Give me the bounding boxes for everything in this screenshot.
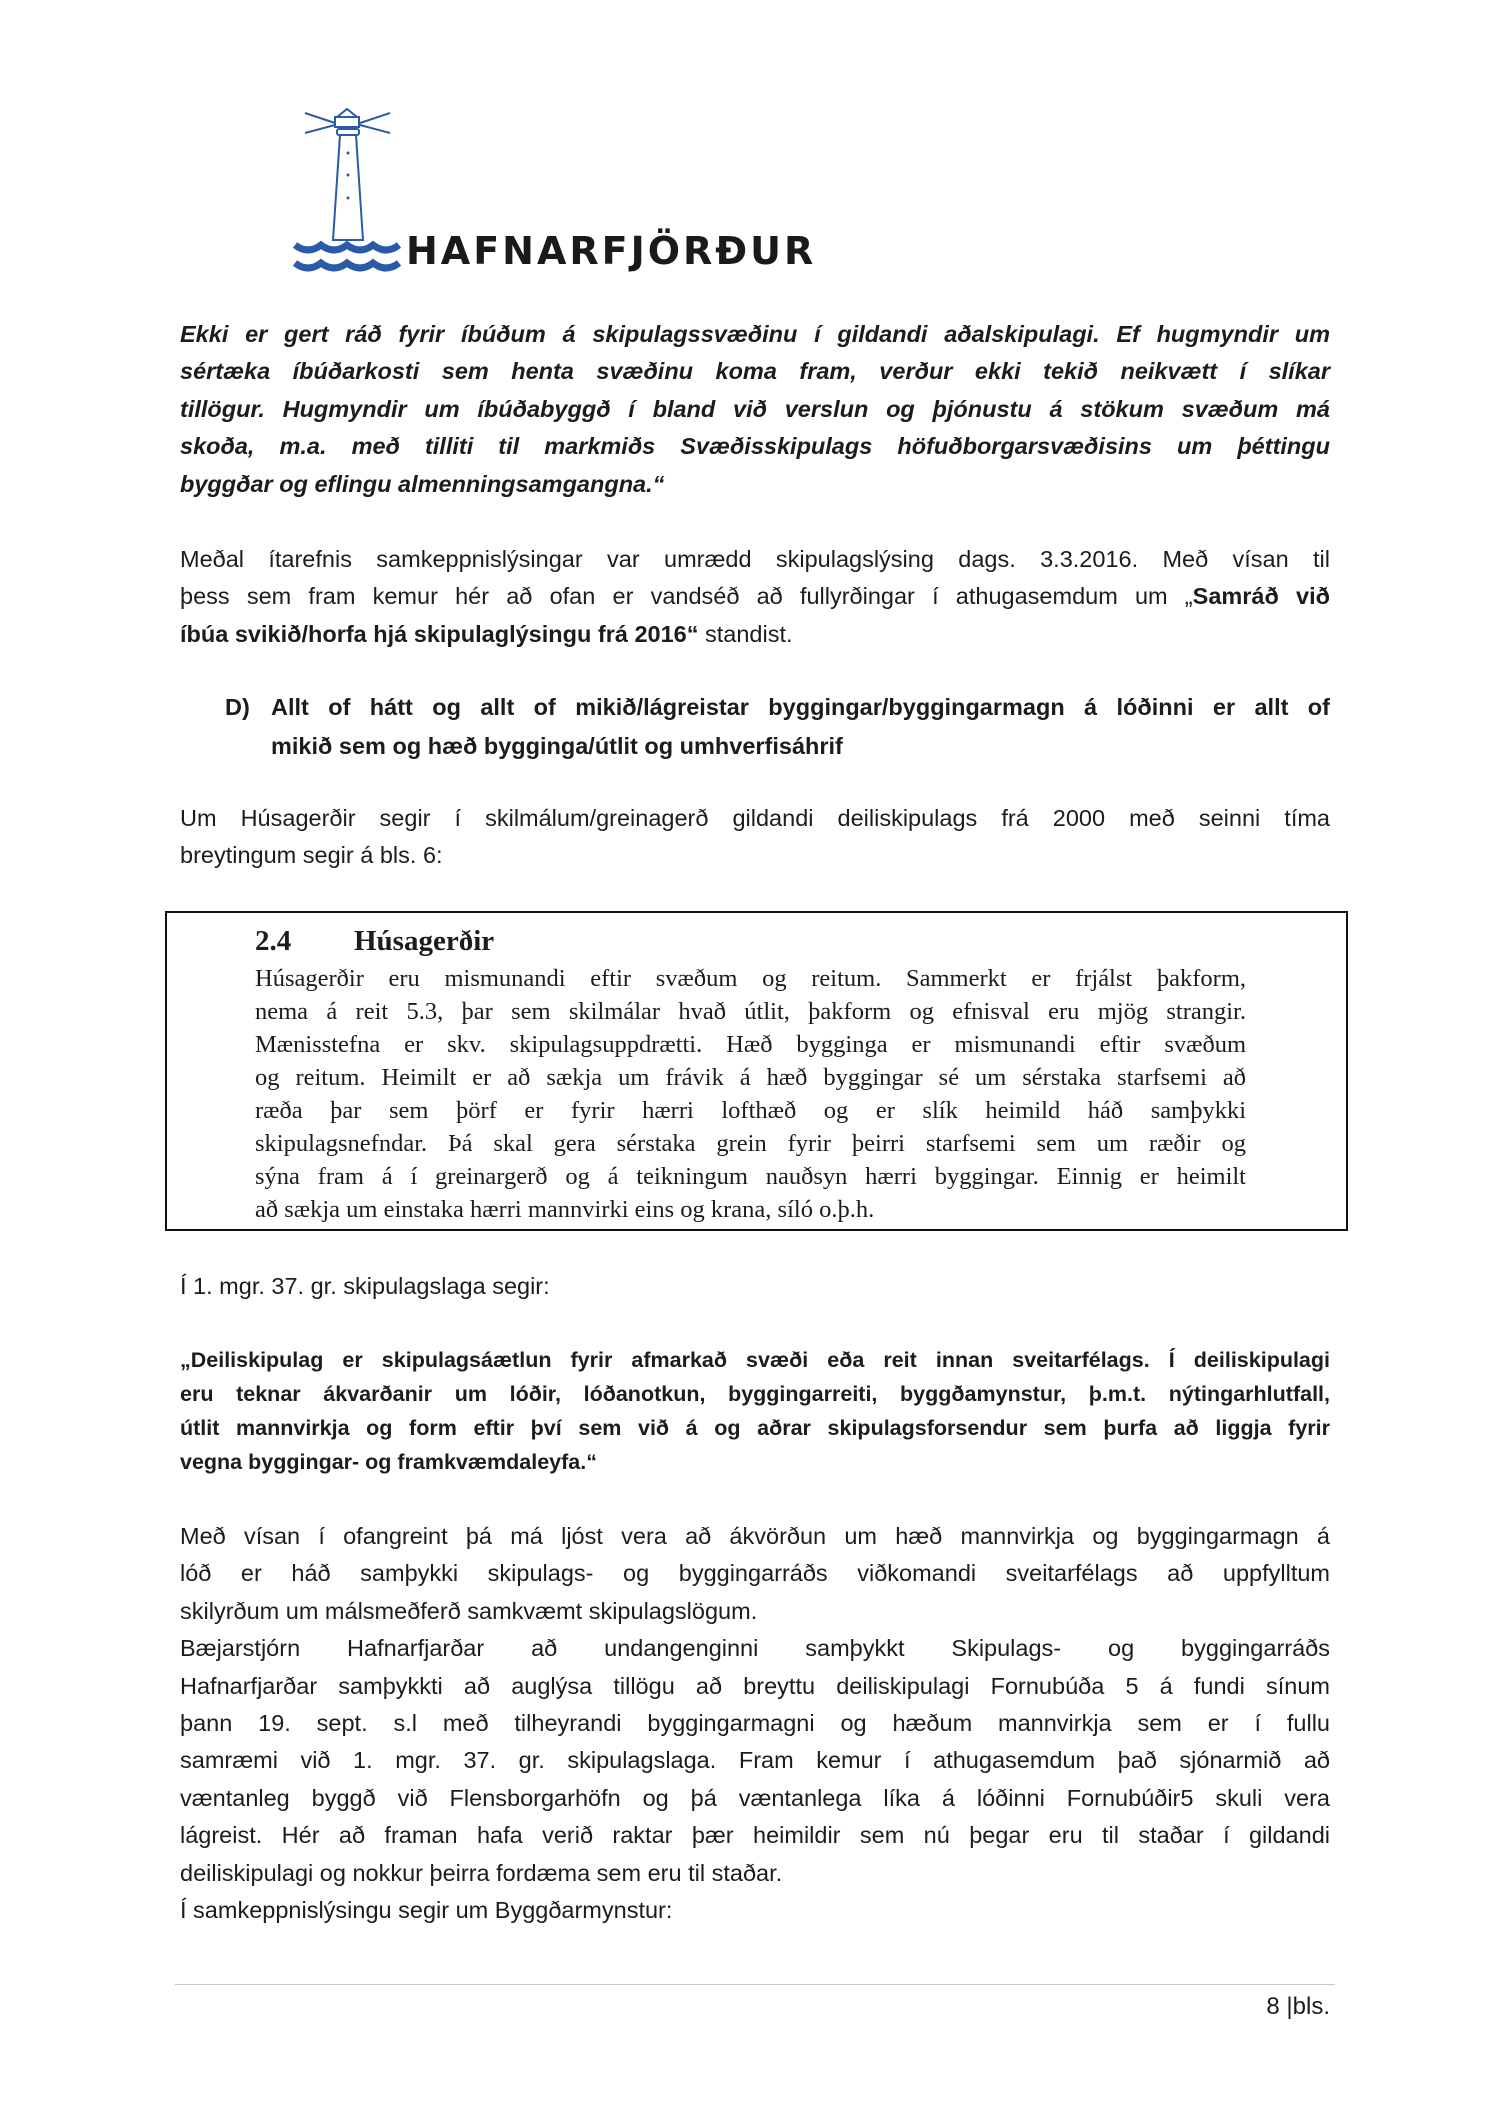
text-run: Bæjarstjórn Hafnarfjarðar að undangenginni samþykkt Skipulags- og byggingarráðs	[180, 1635, 1330, 1662]
lighthouse-icon	[290, 95, 405, 275]
text-line	[180, 466, 1330, 503]
text-line	[255, 1028, 1246, 1061]
law-reference: Í 1. mgr. 37. gr. skipulagslaga segir:	[180, 1273, 550, 1299]
text-line	[271, 727, 1330, 766]
text-run: þess sem fram kemur hér að ofan er vandséð að fullyrðingar í athugasemdum um „	[180, 583, 1193, 610]
text-line	[180, 316, 1330, 353]
law-quote	[180, 1343, 1330, 1479]
text-run: lágreist. Hér að framan hafa verið raktar þær heimildir sem nú þegar eru til staðar í gildandi	[180, 1822, 1330, 1849]
text-run: samræmi við 1. mgr. 37. gr. skipulagslaga. Fram kemur í athugasemdum það sjónarmið að	[180, 1747, 1330, 1774]
text-run: skilyrðum um málsmeðferð samkvæmt skipulagslögum.	[180, 1597, 758, 1624]
text-run: væntanleg byggð við Flensborgarhöfn og þá væntanlega líka á lóðinni Fornubúðir5 skuli vera	[180, 1784, 1330, 1811]
text-line	[255, 995, 1246, 1028]
text-line	[180, 1817, 1330, 1854]
quoted-plan-paragraph	[180, 316, 1330, 503]
excerpt-number: 2.4	[255, 925, 292, 957]
text-line	[255, 1094, 1246, 1127]
text-run: sýna fram á í greinargerð og á teikningum nauðsyn hærri byggingar. Einnig er heimilt	[255, 1163, 1246, 1190]
text-run: ræða þar sem þörf er fyrir hærri lofthæð og er slík heimild háð samþykki	[255, 1097, 1246, 1124]
intro-paragraph	[180, 541, 1330, 653]
text-run: Um Húsagerðir segir í skilmálum/greinagerð gildandi deiliskipulags frá 2000 með seinni tíma	[180, 805, 1330, 831]
text-line	[180, 541, 1330, 578]
text-run: skoða, m.a. með tilliti til markmiðs Svæðisskipulags höfuðborgarsvæðisins um þéttingu	[180, 433, 1330, 460]
text-line	[180, 1555, 1330, 1592]
text-line	[180, 1411, 1330, 1445]
text-line	[180, 1518, 1330, 1555]
text-line	[180, 1892, 1330, 1929]
text-run: sértæka íbúðarkosti sem henta svæðinu koma fram, verður ekki tekið neikvætt í slíkar	[180, 358, 1330, 385]
text-run: að sækja um einstaka hærri mannvirki eins og krana, síló o.þ.h.	[255, 1196, 875, 1223]
text-line	[255, 1127, 1246, 1160]
text-line	[180, 353, 1330, 390]
hafnarfjordur-logo	[290, 95, 817, 280]
text-run: Húsagerðir eru mismunandi eftir svæðum og reitum. Sammerkt er frjálst þakform,	[255, 965, 1246, 992]
text-line	[180, 578, 1330, 615]
text-run: byggðar og eflingu almenningsamgangna.“	[180, 470, 665, 497]
text-run: Allt of hátt og allt of mikið/lágreistar byggingar/byggingarmagn á lóðinni er allt of	[271, 694, 1330, 720]
text-run: lóð er háð samþykki skipulags- og byggingarráðs viðkomandi sveitarfélags að uppfylltum	[180, 1560, 1330, 1587]
text-run: þann 19. sept. s.l með tilheyrandi byggingarmagni og hæðum mannvirkja sem er í fullu	[180, 1710, 1330, 1737]
text-run: útlit mannvirkja og form eftir því sem við á og aðrar skipulagsforsendur sem þurfa að liggja fyrir	[180, 1416, 1330, 1440]
text-line	[180, 1343, 1330, 1377]
text-line	[255, 962, 1246, 995]
text-line	[255, 1061, 1246, 1094]
text-line	[180, 1855, 1330, 1892]
text-line	[271, 688, 1330, 727]
text-run: eru teknar ákvarðanir um lóðir, lóðanotkun, byggingarreiti, byggðamynstur, þ.m.t. nýtingarhlutfall,	[180, 1382, 1330, 1406]
text-run: Meðal ítarefnis samkeppnislýsingar var umrædd skipulagslýsing dags. 3.3.2016. Með vísan til	[180, 546, 1330, 572]
text-line	[180, 1445, 1330, 1479]
text-line	[180, 391, 1330, 428]
logo-text: HAFNARFJÖRÐUR	[406, 229, 817, 273]
footer-divider	[175, 1984, 1335, 1985]
text-line	[255, 1193, 1246, 1226]
text-run: Hafnarfjarðar samþykkti að auglýsa tillögu að breyttu deiliskipulagi Fornubúða 5 á fundi sínum	[180, 1672, 1330, 1699]
text-run: „Deiliskipulag er skipulagsáætlun fyrir afmarkað svæði eða reit innan sveitarfélags. Í deiliskipulagi	[180, 1348, 1330, 1372]
text-line	[180, 1377, 1330, 1411]
excerpt-body	[255, 962, 1246, 1226]
section-heading-text	[271, 688, 1330, 765]
text-line	[180, 1593, 1330, 1630]
text-line	[255, 1160, 1246, 1193]
excerpt-heading: Húsagerðir	[354, 925, 495, 957]
bold-text: íbúa svikið/horfa hjá skipulaglýsingu frá 2016“	[180, 620, 699, 647]
page-number: 8 |bls.	[1266, 1993, 1330, 2020]
text-run: Í samkeppnislýsingu segir um Byggðarmynstur:	[180, 1897, 673, 1924]
text-line	[180, 1668, 1330, 1705]
text-run: standist.	[698, 620, 793, 647]
text-run: og reitum. Heimilt er að sækja um frávik á hæð byggingar sé um sérstaka starfsemi að	[255, 1064, 1246, 1091]
text-run: mikið sem og hæð bygginga/útlit og umhverfisáhrif	[271, 732, 843, 759]
text-run: deiliskipulagi og nokkur þeirra fordæma sem eru til staðar.	[180, 1859, 783, 1886]
bold-text: Samráð við	[1192, 583, 1330, 610]
text-run: Mænisstefna er skv. skipulagsuppdrætti. Hæð bygginga er mismunandi eftir svæðum	[255, 1031, 1246, 1058]
text-run: nema á reit 5.3, þar sem skilmálar hvað útlit, þakform og efnisval eru mjög strangir.	[255, 998, 1246, 1025]
conclusion-paragraph	[180, 1518, 1330, 1929]
text-run: breytingum segir á bls. 6:	[180, 842, 443, 869]
text-run: Með vísan í ofangreint þá má ljóst vera að ákvörðun um hæð mannvirkja og byggingarmagn á	[180, 1523, 1330, 1549]
excerpt-title	[255, 925, 494, 958]
text-line	[180, 616, 1330, 653]
text-line	[180, 428, 1330, 465]
text-line	[180, 1742, 1330, 1779]
text-run: tillögur. Hugmyndir um íbúðabyggð í bland við verslun og þjónustu á stökum svæðum má	[180, 395, 1330, 422]
husagerdir-intro	[180, 800, 1330, 875]
text-line	[180, 837, 1330, 874]
text-line	[180, 800, 1330, 837]
excerpt-box	[165, 911, 1348, 1231]
text-line	[180, 1630, 1330, 1667]
section-label: D)	[225, 694, 250, 720]
text-line	[180, 1705, 1330, 1742]
text-line	[180, 1780, 1330, 1817]
text-run: Ekki er gert ráð fyrir íbúðum á skipulagssvæðinu í gildandi aðalskipulagi. Ef hugmyndir um	[180, 321, 1330, 347]
text-run: skipulagsnefndar. Þá skal gera sérstaka grein fyrir þeirri starfsemi sem um ræðir og	[255, 1130, 1246, 1157]
text-run: vegna byggingar- og framkvæmdaleyfa.“	[180, 1450, 597, 1474]
